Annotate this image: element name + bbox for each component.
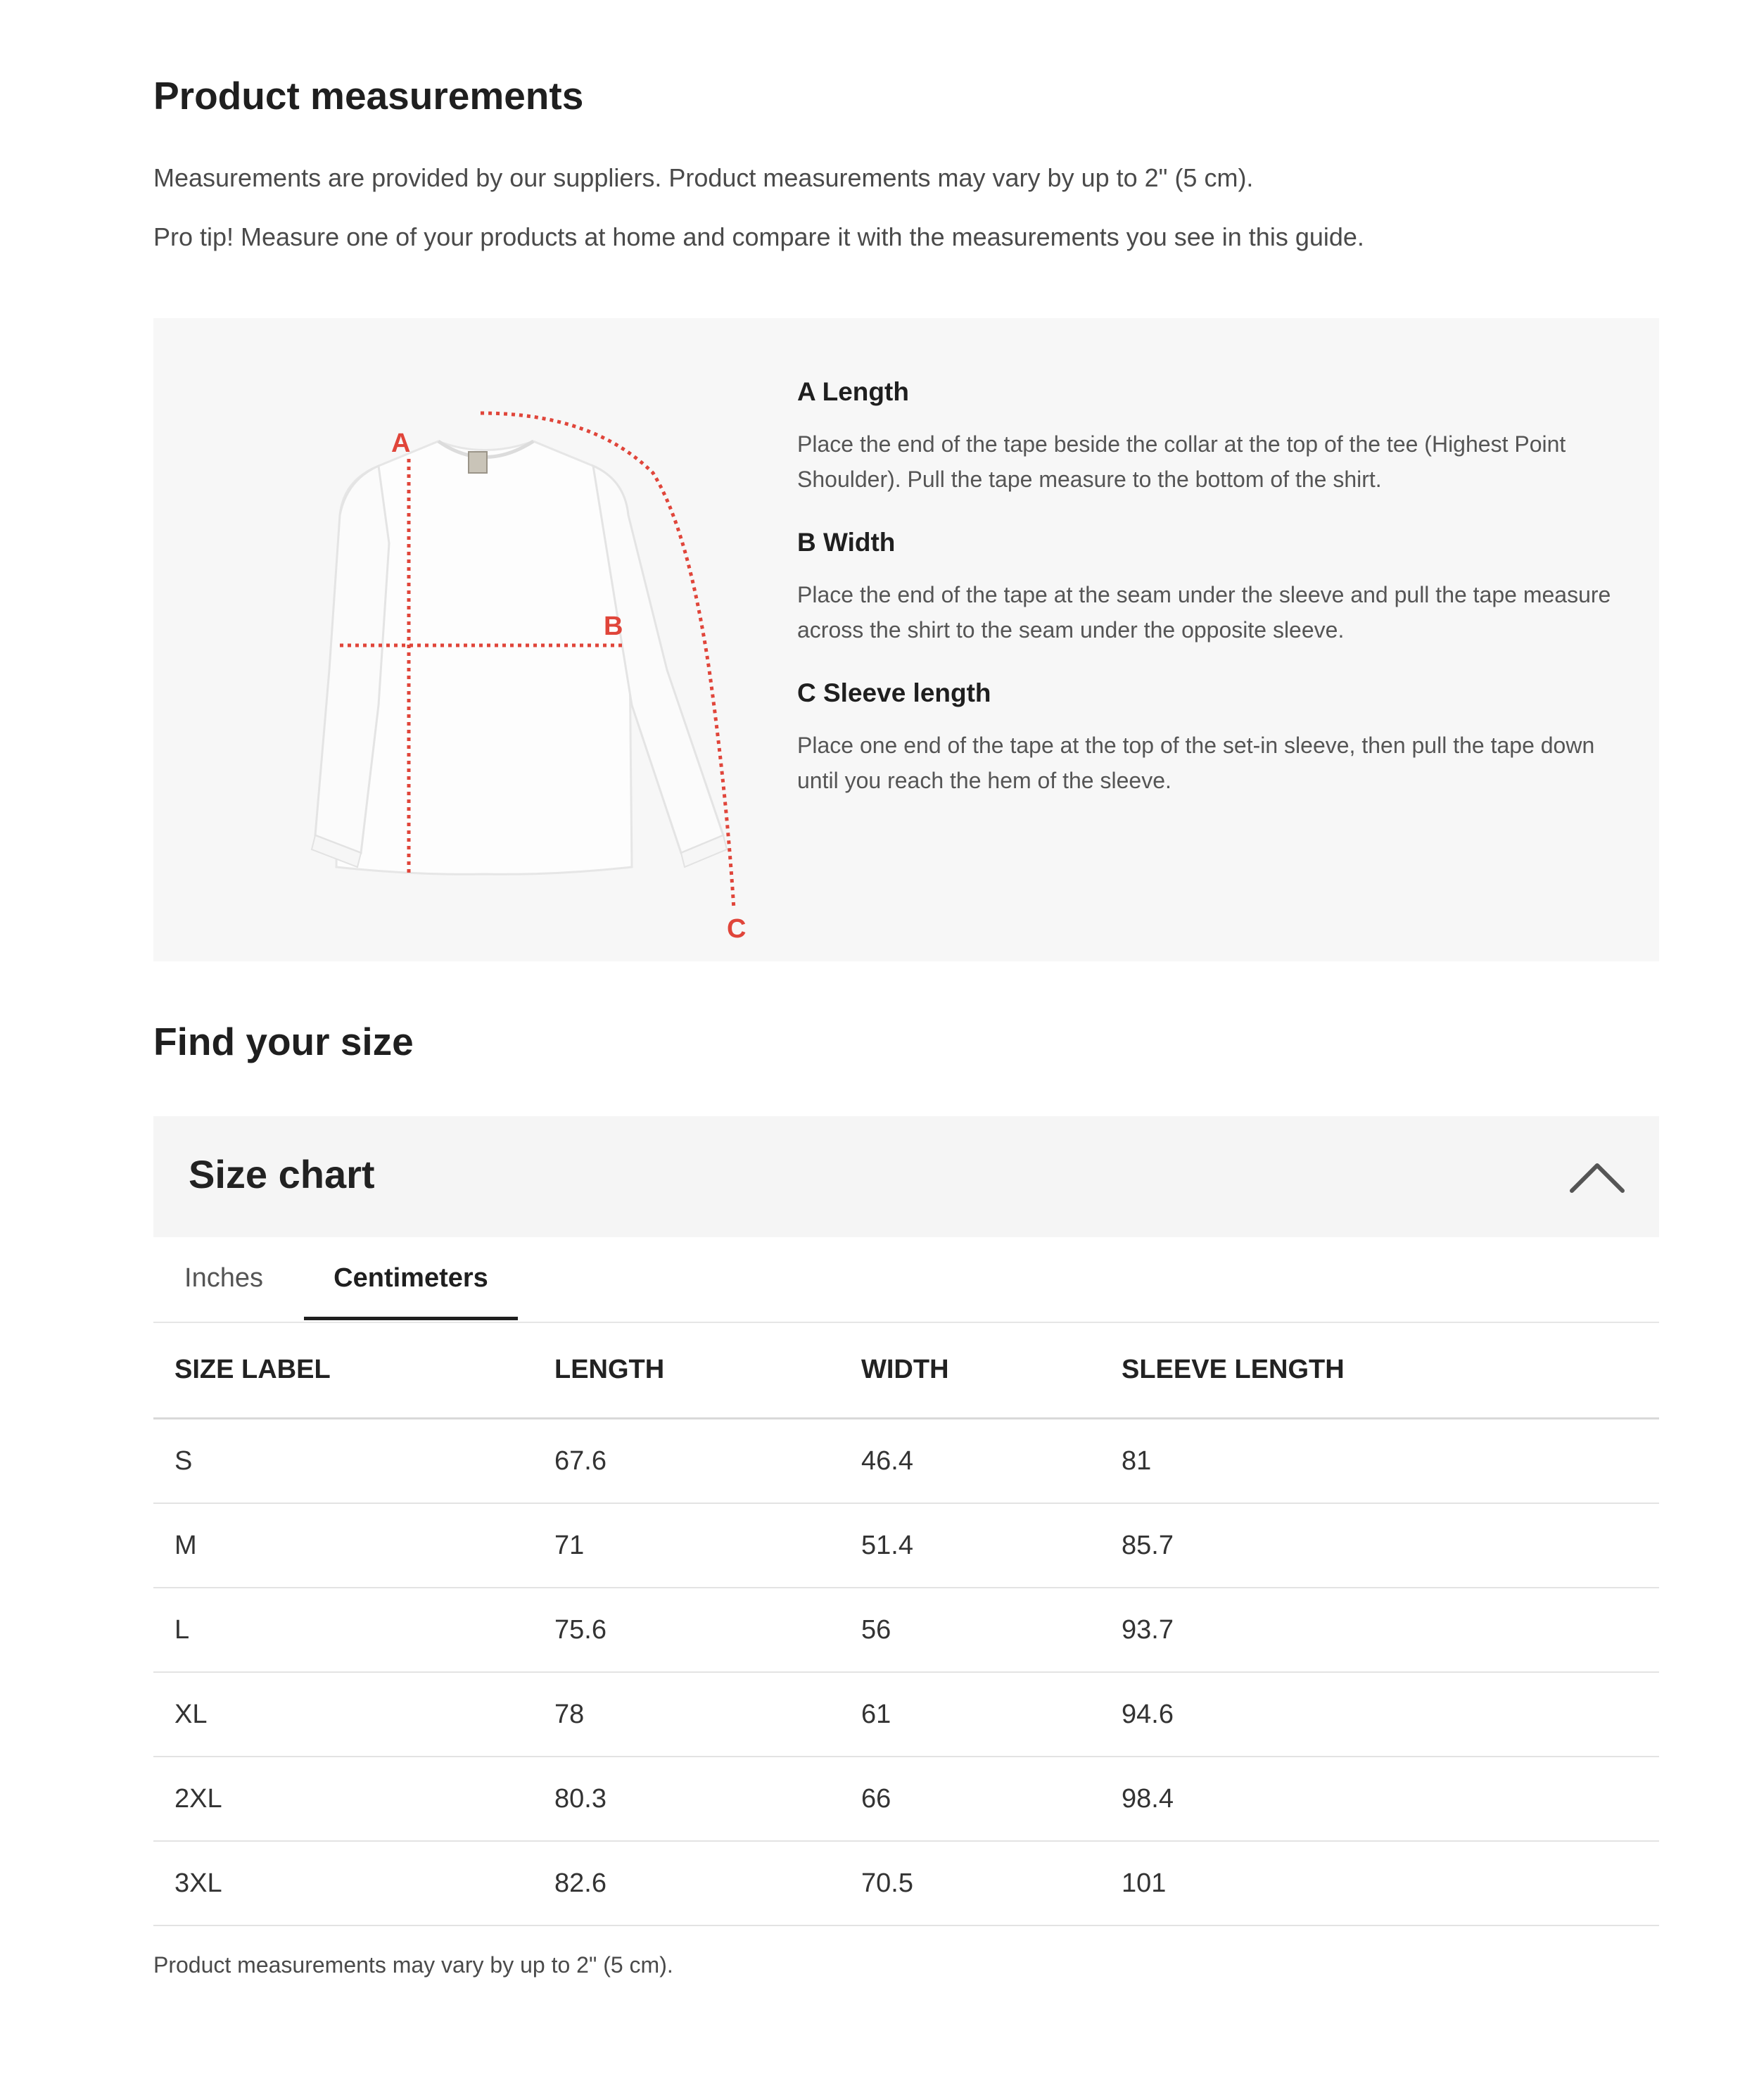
- table-row: [153, 1503, 1659, 1588]
- cell-sleeve-length: 81: [1122, 1419, 1659, 1504]
- pro-tip-text: Pro tip! Measure one of your products at home and compare it with the measurements you see in this guide.: [153, 222, 1364, 251]
- table-header-row: [153, 1322, 1659, 1419]
- cell-size: S: [153, 1419, 554, 1504]
- cell-sleeve-length: 93.7: [1122, 1588, 1659, 1672]
- cell-width: 51.4: [861, 1503, 1122, 1588]
- cell-width: 56: [861, 1588, 1122, 1672]
- table-row: [153, 1672, 1659, 1757]
- guide-length-text: Place the end of the tape beside the collar at the top of the tee (Highest Point Shoulder). Pull the tape measure to the bottom of the shirt.: [797, 431, 1566, 492]
- unit-tabs: [153, 1239, 1659, 1323]
- cell-width: 46.4: [861, 1419, 1122, 1504]
- cell-sleeve-length: 98.4: [1122, 1757, 1659, 1841]
- guide-sleeve-length: [797, 678, 1641, 798]
- cell-size: L: [153, 1588, 554, 1672]
- guide-sleeve-length-text: Place one end of the tape at the top of the set-in sleeve, then pull the tape down until you reach the hem of the sleeve.: [797, 733, 1595, 793]
- table-row: [153, 1419, 1659, 1504]
- table-row: [153, 1588, 1659, 1672]
- measurement-guide-panel: [153, 318, 1659, 961]
- measurement-footnote: Product measurements may vary by up to 2" (5 cm).: [153, 1952, 673, 1978]
- guide-length-title: A Length: [797, 377, 909, 406]
- cell-sleeve-length: 101: [1122, 1841, 1659, 1925]
- cell-length: 82.6: [554, 1841, 861, 1925]
- size-table: [153, 1322, 1659, 1926]
- cell-sleeve-length: 94.6: [1122, 1672, 1659, 1757]
- cell-length: 75.6: [554, 1588, 861, 1672]
- guide-sleeve-length-title: C Sleeve length: [797, 678, 991, 707]
- guide-length: [797, 377, 1641, 497]
- cell-length: 71: [554, 1503, 861, 1588]
- label-c: C: [727, 914, 747, 944]
- label-b: B: [604, 612, 623, 641]
- cell-size: 2XL: [153, 1757, 554, 1841]
- guide-width: [797, 528, 1641, 647]
- column-header-size-label: SIZE LABEL: [153, 1322, 554, 1419]
- column-header-sleeve-length: SLEEVE LENGTH: [1122, 1322, 1659, 1419]
- cell-length: 78: [554, 1672, 861, 1757]
- find-your-size-heading: Find your size: [153, 1020, 414, 1063]
- shirt-illustration: [312, 441, 727, 874]
- table-row: [153, 1757, 1659, 1841]
- chevron-up-icon[interactable]: [1568, 1156, 1627, 1198]
- tab-inches[interactable]: Inches: [184, 1263, 263, 1293]
- size-chart-accordion-header[interactable]: [153, 1116, 1659, 1237]
- column-header-length: LENGTH: [554, 1322, 861, 1419]
- tab-centimeters[interactable]: Centimeters: [304, 1239, 518, 1320]
- neck-tag: [469, 452, 487, 473]
- page-title: Product measurements: [153, 74, 584, 118]
- guide-width-title: B Width: [797, 528, 896, 557]
- table-row: [153, 1841, 1659, 1925]
- cell-sleeve-length: 85.7: [1122, 1503, 1659, 1588]
- cell-width: 61: [861, 1672, 1122, 1757]
- shirt-diagram: [203, 374, 780, 944]
- cell-length: 67.6: [554, 1419, 861, 1504]
- intro-text: Measurements are provided by our suppliers. Product measurements may vary by up to 2" (5 cm).: [153, 163, 1254, 192]
- guide-width-text: Place the end of the tape at the seam under the sleeve and pull the tape measure across the shirt to the seam under the opposite sleeve.: [797, 582, 1611, 643]
- cell-size: XL: [153, 1672, 554, 1757]
- cell-size: M: [153, 1503, 554, 1588]
- cell-length: 80.3: [554, 1757, 861, 1841]
- label-a: A: [391, 429, 411, 458]
- cell-width: 70.5: [861, 1841, 1122, 1925]
- size-chart-title: Size chart: [189, 1152, 375, 1196]
- column-header-width: WIDTH: [861, 1322, 1122, 1419]
- cell-size: 3XL: [153, 1841, 554, 1925]
- cell-width: 66: [861, 1757, 1122, 1841]
